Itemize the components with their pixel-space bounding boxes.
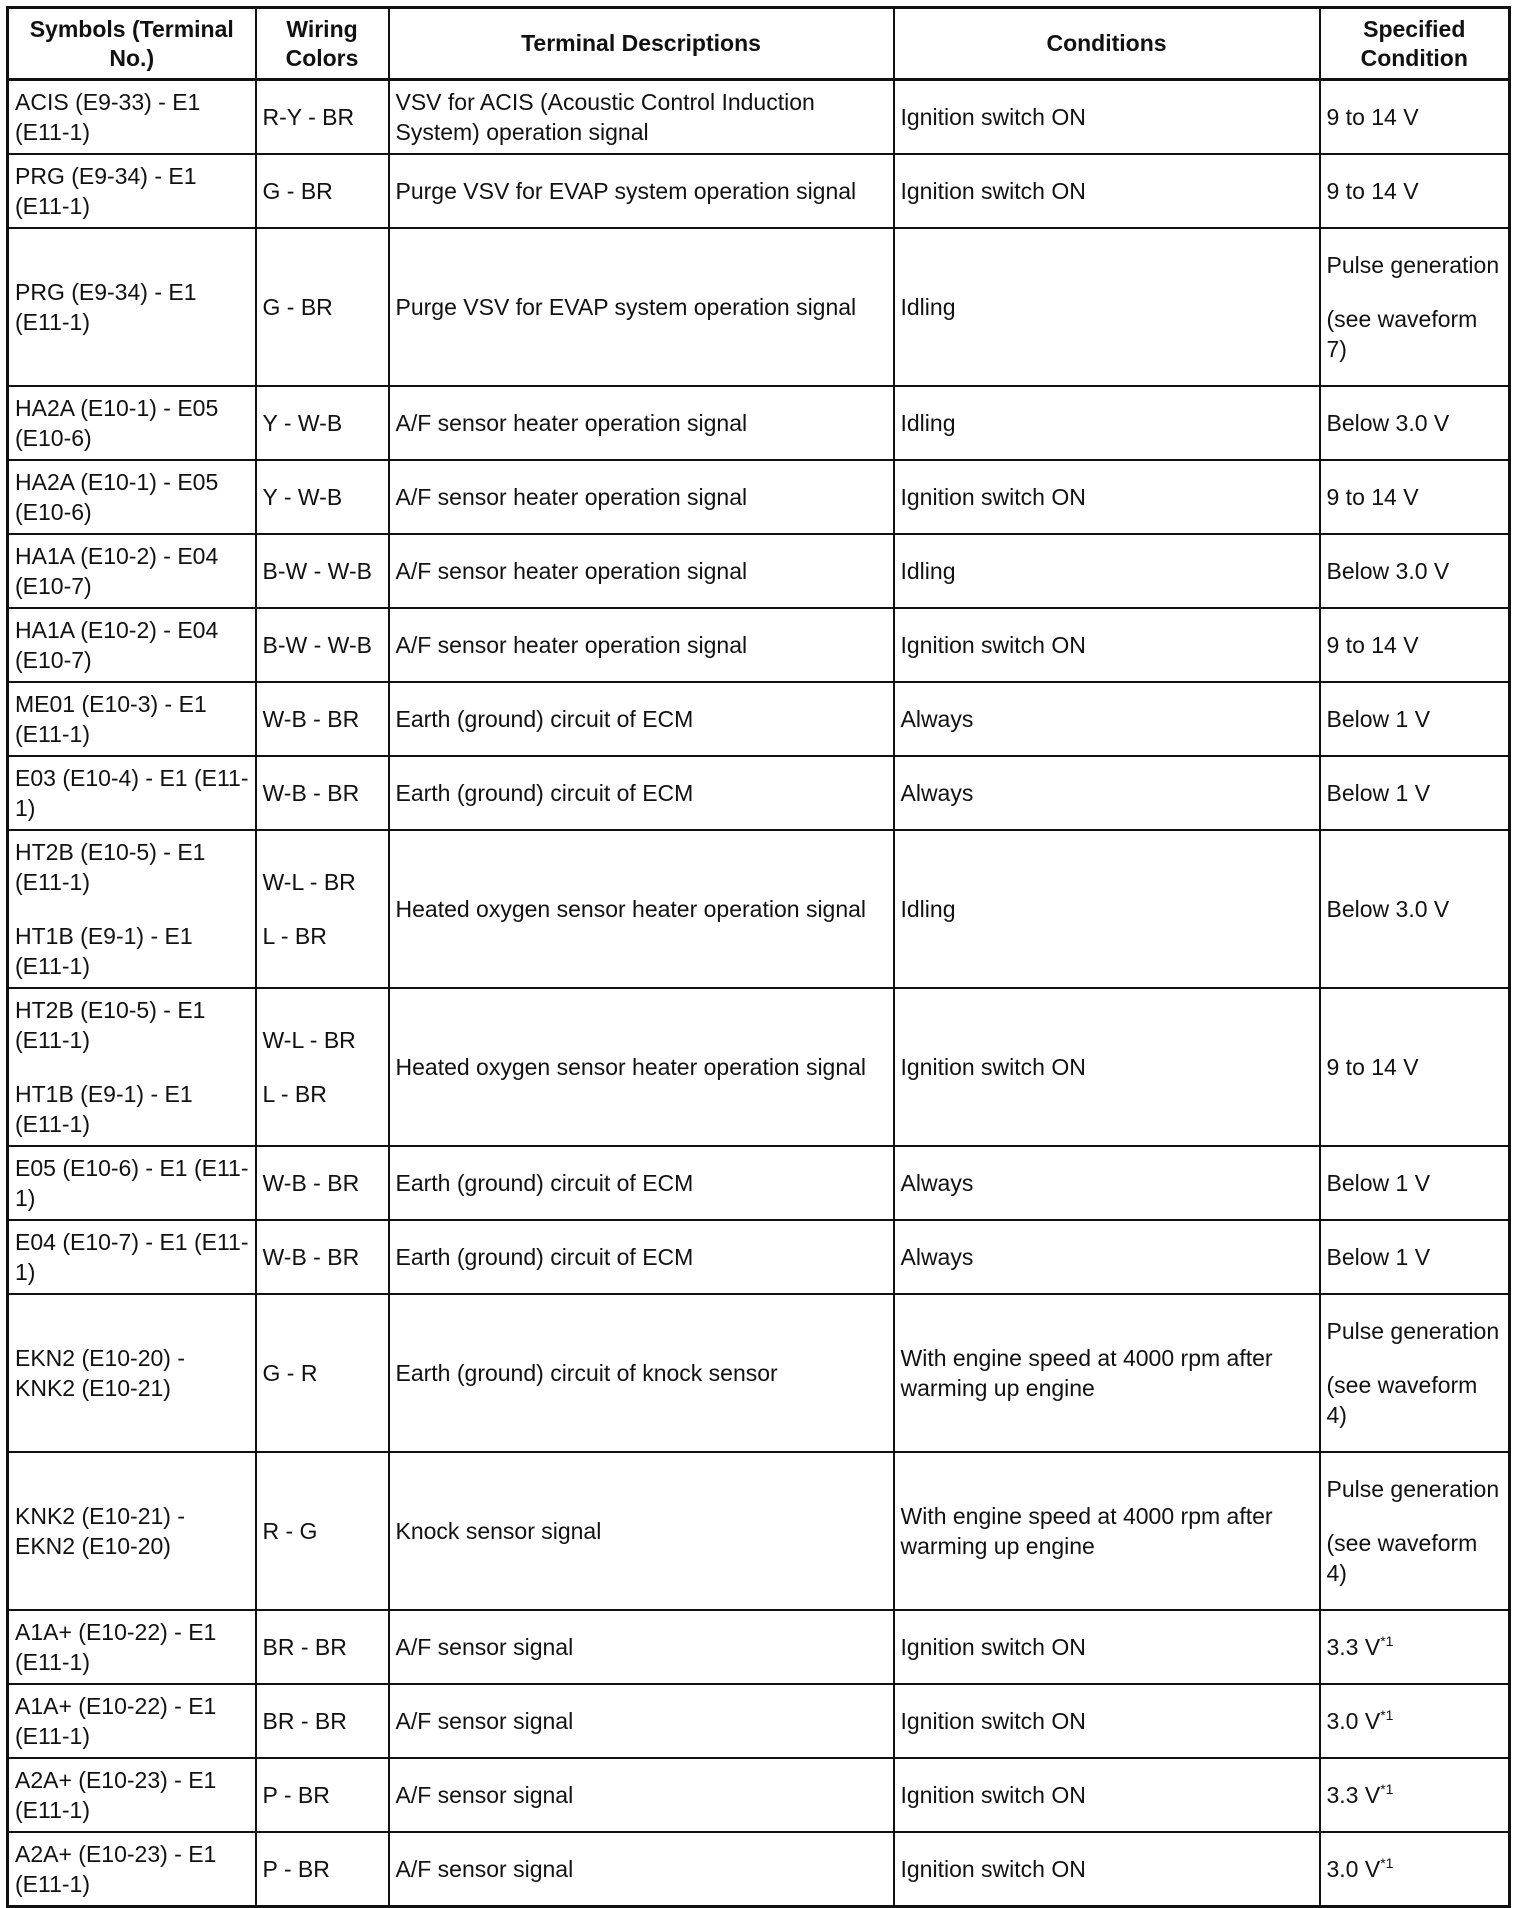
condition-cell: Ignition switch ON: [894, 1684, 1320, 1758]
wiring-cell-line: G - BR: [262, 178, 333, 204]
description-cell: Earth (ground) circuit of knock sensor: [389, 1294, 894, 1452]
condition-cell: Ignition switch ON: [894, 608, 1320, 682]
specified-line: [1327, 1632, 1503, 1662]
footnote-mark: *1: [1380, 1633, 1394, 1649]
specified-value: Pulse generation: [1326, 252, 1500, 278]
wiring-cell: [256, 80, 389, 155]
description-cell: Purge VSV for EVAP system operation signal: [389, 228, 894, 386]
condition-cell: Idling: [894, 228, 1320, 386]
specified-value: 3.0 V: [1326, 1856, 1381, 1882]
specified-line: [1327, 1528, 1503, 1588]
specified-cell: [1320, 830, 1510, 988]
wiring-cell-line: BR - BR: [262, 1708, 347, 1734]
specified-cell: [1320, 756, 1510, 830]
table-row: [8, 1684, 1510, 1758]
specified-line: [1327, 1706, 1503, 1736]
specified-line: [1327, 102, 1503, 132]
condition-cell: Idling: [894, 534, 1320, 608]
table-row: [8, 1294, 1510, 1452]
description-cell: A/F sensor signal: [389, 1758, 894, 1832]
terminal-spec-page: [6, 6, 1508, 1908]
symbol-cell: [8, 1146, 256, 1220]
description-cell: Earth (ground) circuit of ECM: [389, 756, 894, 830]
wiring-cell: [256, 534, 389, 608]
specified-cell: [1320, 80, 1510, 155]
wiring-cell: [256, 608, 389, 682]
description-cell: VSV for ACIS (Acoustic Control Induction System) operation signal: [389, 80, 894, 155]
condition-cell: Idling: [894, 386, 1320, 460]
description-cell: A/F sensor heater operation signal: [389, 386, 894, 460]
specified-line: [1327, 630, 1503, 660]
symbol-cell-line: ACIS (E9-33) - E1 (E11-1): [15, 89, 201, 145]
header-specified-condition: Specified Condition: [1320, 8, 1510, 80]
specified-line: [1327, 1052, 1503, 1082]
specified-cell: [1320, 228, 1510, 386]
condition-cell: With engine speed at 4000 rpm after warming up engine: [894, 1452, 1320, 1610]
wiring-cell: [256, 1294, 389, 1452]
wiring-cell: [256, 682, 389, 756]
wiring-cell-line: G - R: [262, 1360, 318, 1386]
wiring-cell-line: B-W - W-B: [262, 558, 372, 584]
wiring-cell: [256, 1220, 389, 1294]
wiring-cell-line: R-Y - BR: [262, 104, 355, 130]
specified-cell: [1320, 1610, 1510, 1684]
wiring-cell-line: L - BR: [262, 923, 327, 949]
condition-cell: Ignition switch ON: [894, 988, 1320, 1146]
specified-line: [1327, 1370, 1503, 1430]
wiring-cell-line: W-B - BR: [262, 1244, 360, 1270]
specified-value: 9 to 14 V: [1326, 632, 1419, 658]
specified-value: 3.0 V: [1326, 1708, 1381, 1734]
description-cell: Heated oxygen sensor heater operation signal: [389, 988, 894, 1146]
symbol-cell: [8, 1610, 256, 1684]
symbol-cell: [8, 1832, 256, 1907]
table-row: [8, 1452, 1510, 1610]
symbol-cell-line: KNK2 (E10-21) - EKN2 (E10-20): [15, 1503, 186, 1559]
wiring-cell-line: W-B - BR: [262, 780, 360, 806]
table-row: [8, 460, 1510, 534]
symbol-cell-line: EKN2 (E10-20) - KNK2 (E10-21): [15, 1345, 186, 1401]
specified-value: (see waveform 7): [1326, 306, 1478, 362]
table-row: [8, 1220, 1510, 1294]
condition-cell: Always: [894, 1146, 1320, 1220]
description-cell: A/F sensor signal: [389, 1684, 894, 1758]
specified-cell: [1320, 1832, 1510, 1907]
description-cell: A/F sensor signal: [389, 1832, 894, 1907]
wiring-cell: [256, 988, 389, 1146]
specified-value: Below 3.0 V: [1326, 410, 1450, 436]
wiring-cell-line: B-W - W-B: [262, 632, 372, 658]
wiring-cell-line: R - G: [262, 1518, 318, 1544]
specified-cell: [1320, 1220, 1510, 1294]
symbol-cell-line: E03 (E10-4) - E1 (E11-1): [15, 765, 249, 821]
specified-line: [1327, 176, 1503, 206]
condition-cell: Ignition switch ON: [894, 1832, 1320, 1907]
symbol-cell-line: A2A+ (E10-23) - E1 (E11-1): [15, 1767, 217, 1823]
wiring-cell-line: W-B - BR: [262, 1170, 360, 1196]
symbol-cell-line: HT1B (E9-1) - E1 (E11-1): [15, 923, 193, 979]
symbol-cell-line: ME01 (E10-3) - E1 (E11-1): [15, 691, 207, 747]
symbol-cell-line: A1A+ (E10-22) - E1 (E11-1): [15, 1619, 217, 1675]
table-row: [8, 756, 1510, 830]
symbol-cell: [8, 756, 256, 830]
table-row: [8, 80, 1510, 155]
specified-value: 3.3 V: [1326, 1634, 1381, 1660]
header-wiring-colors: Wiring Colors: [256, 8, 389, 80]
symbol-cell-line: HT2B (E10-5) - E1 (E11-1): [15, 839, 206, 895]
table-row: [8, 1832, 1510, 1907]
wiring-cell: [256, 228, 389, 386]
table-row: [8, 1610, 1510, 1684]
specified-line: [1327, 1168, 1503, 1198]
specified-value: Pulse generation: [1326, 1318, 1500, 1344]
symbol-cell: [8, 1220, 256, 1294]
description-cell: A/F sensor signal: [389, 1610, 894, 1684]
description-cell: Earth (ground) circuit of ECM: [389, 1146, 894, 1220]
table-row: [8, 534, 1510, 608]
wiring-cell: [256, 1610, 389, 1684]
footnote-mark: *1: [1380, 1781, 1394, 1797]
specified-cell: [1320, 154, 1510, 228]
wiring-cell: [256, 460, 389, 534]
symbol-cell: [8, 228, 256, 386]
wiring-cell: [256, 830, 389, 988]
wiring-cell-line: Y - W-B: [262, 484, 343, 510]
specified-line: [1327, 1316, 1503, 1346]
symbol-cell-line: E04 (E10-7) - E1 (E11-1): [15, 1229, 249, 1285]
symbol-cell-line: PRG (E9-34) - E1 (E11-1): [15, 163, 197, 219]
symbol-cell: [8, 988, 256, 1146]
footnote-mark: *1: [1380, 1855, 1394, 1871]
table-row: [8, 1758, 1510, 1832]
wiring-cell-line: G - BR: [262, 294, 333, 320]
specified-line: [1327, 408, 1503, 438]
description-cell: A/F sensor heater operation signal: [389, 534, 894, 608]
specified-line: [1327, 894, 1503, 924]
table-row: [8, 154, 1510, 228]
description-cell: A/F sensor heater operation signal: [389, 608, 894, 682]
specified-line: [1327, 482, 1503, 512]
wiring-cell: [256, 386, 389, 460]
specified-line: [1327, 1854, 1503, 1884]
symbol-cell-line: HT1B (E9-1) - E1 (E11-1): [15, 1081, 193, 1137]
specified-cell: [1320, 1146, 1510, 1220]
description-cell: Knock sensor signal: [389, 1452, 894, 1610]
terminal-spec-table: [6, 6, 1511, 1908]
symbol-cell: [8, 1758, 256, 1832]
condition-cell: Always: [894, 1220, 1320, 1294]
condition-cell: Ignition switch ON: [894, 460, 1320, 534]
symbol-cell: [8, 830, 256, 988]
table-row: [8, 228, 1510, 386]
specified-cell: [1320, 1294, 1510, 1452]
condition-cell: With engine speed at 4000 rpm after warming up engine: [894, 1294, 1320, 1452]
specified-cell: [1320, 1684, 1510, 1758]
wiring-cell: [256, 1684, 389, 1758]
header-conditions: Conditions: [894, 8, 1320, 80]
symbol-cell-line: A1A+ (E10-22) - E1 (E11-1): [15, 1693, 217, 1749]
symbol-cell: [8, 534, 256, 608]
symbol-cell: [8, 682, 256, 756]
table-body: [8, 80, 1510, 1907]
symbol-cell: [8, 1294, 256, 1452]
wiring-cell-line: P - BR: [262, 1782, 330, 1808]
symbol-cell: [8, 608, 256, 682]
specified-line: [1327, 1242, 1503, 1272]
specified-cell: [1320, 460, 1510, 534]
specified-line: [1327, 304, 1503, 364]
symbol-cell: [8, 1684, 256, 1758]
symbol-cell-line: HT2B (E10-5) - E1 (E11-1): [15, 997, 206, 1053]
table-row: [8, 1146, 1510, 1220]
wiring-cell-line: BR - BR: [262, 1634, 347, 1660]
symbol-cell-line: PRG (E9-34) - E1 (E11-1): [15, 279, 197, 335]
specified-cell: [1320, 1758, 1510, 1832]
condition-cell: Ignition switch ON: [894, 154, 1320, 228]
symbol-cell: [8, 386, 256, 460]
specified-line: [1327, 778, 1503, 808]
specified-value: 9 to 14 V: [1326, 484, 1419, 510]
condition-cell: Ignition switch ON: [894, 80, 1320, 155]
description-cell: Earth (ground) circuit of ECM: [389, 682, 894, 756]
symbol-cell: [8, 80, 256, 155]
table-row: [8, 830, 1510, 988]
condition-cell: Ignition switch ON: [894, 1610, 1320, 1684]
specified-value: (see waveform 4): [1326, 1530, 1478, 1586]
symbol-cell-line: HA1A (E10-2) - E04 (E10-7): [15, 543, 219, 599]
description-cell: A/F sensor heater operation signal: [389, 460, 894, 534]
header-row: [8, 8, 1510, 80]
footnote-mark: *1: [1380, 1707, 1394, 1723]
specified-value: Below 3.0 V: [1326, 896, 1450, 922]
wiring-cell-line: L - BR: [262, 1081, 327, 1107]
specified-line: [1327, 250, 1503, 280]
symbol-cell-line: HA2A (E10-1) - E05 (E10-6): [15, 395, 219, 451]
header-symbols: Symbols (Terminal No.): [8, 8, 256, 80]
specified-line: [1327, 1780, 1503, 1810]
wiring-cell: [256, 1832, 389, 1907]
symbol-cell-line: HA1A (E10-2) - E04 (E10-7): [15, 617, 219, 673]
specified-line: [1327, 1474, 1503, 1504]
specified-line: [1327, 556, 1503, 586]
table-row: [8, 386, 1510, 460]
symbol-cell-line: A2A+ (E10-23) - E1 (E11-1): [15, 1841, 217, 1897]
specified-cell: [1320, 608, 1510, 682]
specified-value: 9 to 14 V: [1326, 1054, 1419, 1080]
symbol-cell: [8, 460, 256, 534]
specified-cell: [1320, 386, 1510, 460]
specified-value: 9 to 14 V: [1326, 104, 1419, 130]
wiring-cell: [256, 1146, 389, 1220]
symbol-cell-line: E05 (E10-6) - E1 (E11-1): [15, 1155, 249, 1211]
specified-line: [1327, 704, 1503, 734]
wiring-cell: [256, 756, 389, 830]
specified-value: Pulse generation: [1326, 1476, 1500, 1502]
specified-cell: [1320, 1452, 1510, 1610]
description-cell: Purge VSV for EVAP system operation signal: [389, 154, 894, 228]
specified-value: Below 1 V: [1326, 1170, 1431, 1196]
specified-cell: [1320, 534, 1510, 608]
specified-cell: [1320, 988, 1510, 1146]
wiring-cell-line: Y - W-B: [262, 410, 343, 436]
wiring-cell-line: P - BR: [262, 1856, 330, 1882]
table-row: [8, 988, 1510, 1146]
condition-cell: Always: [894, 682, 1320, 756]
wiring-cell-line: W-L - BR: [262, 869, 356, 895]
specified-value: 9 to 14 V: [1326, 178, 1419, 204]
description-cell: Heated oxygen sensor heater operation signal: [389, 830, 894, 988]
condition-cell: Always: [894, 756, 1320, 830]
specified-value: (see waveform 4): [1326, 1372, 1478, 1428]
condition-cell: Ignition switch ON: [894, 1758, 1320, 1832]
condition-cell: Idling: [894, 830, 1320, 988]
specified-value: Below 1 V: [1326, 780, 1431, 806]
wiring-cell: [256, 1758, 389, 1832]
description-cell: Earth (ground) circuit of ECM: [389, 1220, 894, 1294]
wiring-cell-line: W-B - BR: [262, 706, 360, 732]
wiring-cell-line: W-L - BR: [262, 1027, 356, 1053]
specified-value: Below 1 V: [1326, 706, 1431, 732]
table-row: [8, 608, 1510, 682]
specified-value: Below 3.0 V: [1326, 558, 1450, 584]
specified-value: 3.3 V: [1326, 1782, 1381, 1808]
symbol-cell-line: HA2A (E10-1) - E05 (E10-6): [15, 469, 219, 525]
specified-value: Below 1 V: [1326, 1244, 1431, 1270]
symbol-cell: [8, 1452, 256, 1610]
table-row: [8, 682, 1510, 756]
symbol-cell: [8, 154, 256, 228]
specified-cell: [1320, 682, 1510, 756]
wiring-cell: [256, 154, 389, 228]
header-terminal-descriptions: Terminal Descriptions: [389, 8, 894, 80]
wiring-cell: [256, 1452, 389, 1610]
